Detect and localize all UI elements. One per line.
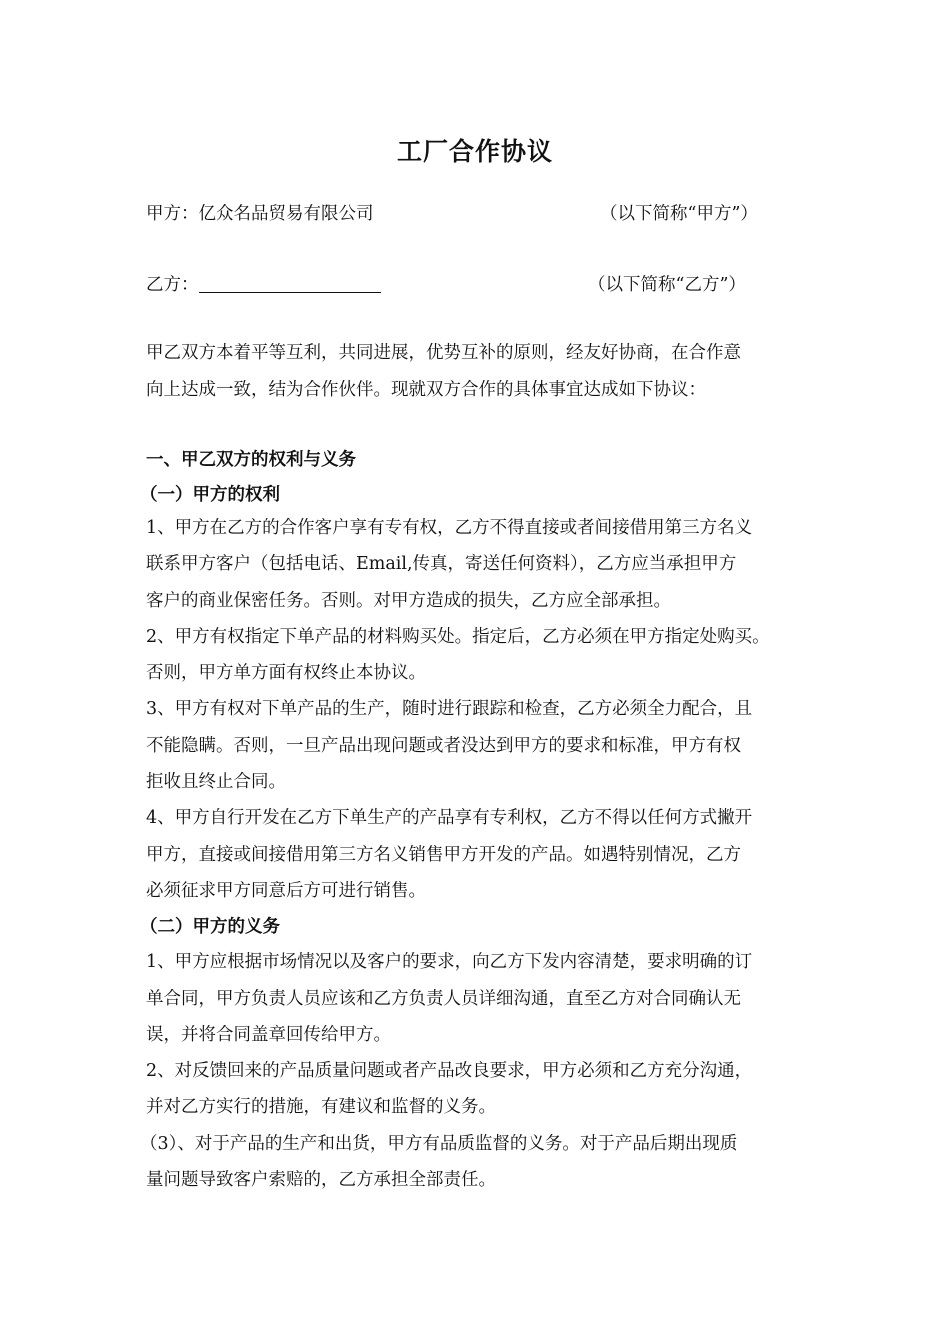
rights-line: 不能隐瞒。否则，一旦产品出现问题或者没达到甲方的要求和标准，甲方有权 (146, 736, 741, 756)
party-b-blank-field (199, 274, 381, 293)
party-b-line (146, 271, 381, 296)
duties-line: （3）、对于产品的生产和出货，甲方有品质监督的义务。对于产品后期出现质 (140, 1134, 738, 1154)
rights-line: 否则，甲方单方面有权终止本协议。 (146, 663, 426, 683)
duties-line: 量问题导致客户索赔的，乙方承担全部责任。 (146, 1170, 496, 1190)
section-heading: 一、甲乙双方的权利与义务 (146, 450, 356, 470)
subsection-heading-duties: （二）甲方的义务 (140, 917, 280, 937)
duties-line: 并对乙方实行的措施，有建议和监督的义务。 (146, 1097, 496, 1117)
rights-line: 联系甲方客户（包括电话、Email,传真，寄送任何资料），乙方应当承担甲方 (146, 554, 737, 574)
duties-line: 单合同，甲方负责人员应该和乙方负责人员详细沟通，直至乙方对合同确认无 (146, 989, 741, 1009)
rights-line: 客户的商业保密任务。否则。对甲方造成的损失，乙方应全部承担。 (146, 591, 671, 611)
rights-line: 3、甲方有权对下单产品的生产，随时进行跟踪和检查，乙方必须全力配合，且 (146, 699, 753, 719)
subsection-heading-rights: （一）甲方的权利 (140, 485, 280, 505)
duties-line: 2、对反馈回来的产品质量问题或者产品改良要求，甲方必须和乙方充分沟通， (146, 1061, 753, 1081)
rights-line: 甲方，直接或间接借用第三方名义销售甲方开发的产品。如遇特别情况，乙方 (146, 845, 741, 865)
page-title: 工厂合作协议 (396, 137, 553, 166)
rights-line: 2、甲方有权指定下单产品的材料购买处。指定后，乙方必须在甲方指定处购买。 (146, 627, 770, 647)
party-b-note: （以下简称“乙方”） (588, 275, 746, 295)
intro-line: 向上达成一致，结为合作伙伴。现就双方合作的具体事宜达成如下协议： (146, 380, 706, 400)
rights-line: 4、甲方自行开发在乙方下单生产的产品享有专利权，乙方不得以任何方式撇开 (146, 808, 753, 828)
rights-line: 必须征求甲方同意后方可进行销售。 (146, 881, 426, 901)
rights-line: 拒收且终止合同。 (146, 772, 286, 792)
intro-line: 甲乙双方本着平等互利，共同进展，优势互补的原则，经友好协商，在合作意 (146, 343, 741, 363)
duties-line: 1、甲方应根据市场情况以及客户的要求，向乙方下发内容清楚，要求明确的订 (146, 952, 753, 972)
rights-line: 1、甲方在乙方的合作客户享有专有权，乙方不得直接或者间接借用第三方名义 (146, 518, 753, 538)
party-a-note: （以下简称“甲方”） (600, 204, 758, 224)
party-a-label: 甲方：亿众名品贸易有限公司 (146, 204, 374, 224)
duties-line: 误，并将合同盖章回传给甲方。 (146, 1025, 391, 1045)
party-b-label: 乙方： (146, 275, 199, 295)
